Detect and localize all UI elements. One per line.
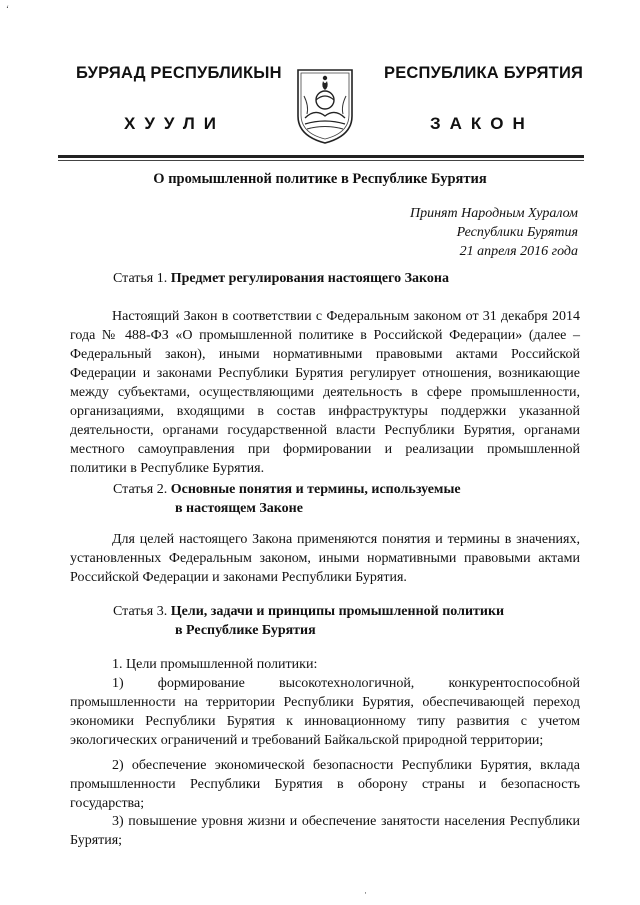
adoption-date: 21 апреля 2016 года [459,244,578,259]
article-title: Цели, задачи и принципы промышленной политики [170,604,505,619]
article-3-item: 1. Цели промышленной политики: [112,657,318,672]
header-left-top: БУРЯАД РЕСПУБЛИКЫН [76,64,282,82]
article-title-cont: в настоящем Законе [175,501,303,516]
scan-mark: · [364,888,367,898]
header-right-top: РЕСПУБЛИКА БУРЯТИЯ [384,64,584,82]
adoption-line-2: Республики Бурятия [456,225,578,240]
article-3-heading [113,602,504,640]
article-title: Основные понятия и термины, используемые [170,482,461,497]
document-title: О промышленной политике в Республике Бурятия [153,171,487,187]
article-3-item: 1) формирование высокотехнологичной, конкурентоспособной промышленности на территории Республики Бурятия, обеспечивающей переход экономики Республики Бурятия к инновационному типу развития с учетом экологических ограничений и требований Байкальской природной территории; [70,676,580,748]
article-3-item: 3) повышение уровня жизни и обеспечение занятости населения Республики Бурятия; [70,814,580,848]
header-right-bottom: ЗАКОН [430,114,534,133]
article-number: Статья 1. [113,271,171,286]
adoption-note [410,204,578,261]
header-divider-thin [58,160,584,161]
article-number: Статья 3. [113,604,171,619]
coat-of-arms-emblem [295,66,355,146]
article-3-item: 2) обеспечение экономической безопасности Республики Бурятия, вклада промышленности Республики Бурятия в оборону страны и безопасность государства; [70,758,580,811]
header-divider [58,155,584,158]
article-1-heading [113,269,449,288]
article-1-text: Настоящий Закон в соответствии с Федеральным законом от 31 декабря 2014 года № 488-ФЗ «О промышленной политике в Российской Федерации» (далее – Федеральный закон), иными нормативными правовыми актами Российской Федерации и законами Республики Бурятия регулирует отношения, возникающие между субъектами, осуществляющими деятельность в сфере промышленности, организациями, входящими в состав инфраструктуры поддержки указанной деятельности, органами государственной власти Республики Бурятия, органами местного самоуправления при формировании и реализации промышленной политики в Республике Бурятия. [70,309,580,476]
scan-mark: ‘ [6,4,9,14]
article-number: Статья 2. [113,482,171,497]
article-title: Предмет регулирования настоящего Закона [170,271,449,286]
header-left-bottom: ХУУЛИ [124,114,225,133]
article-2-heading [113,480,461,518]
adoption-line-1: Принят Народным Хуралом [409,206,578,221]
article-title-cont: в Республике Бурятия [175,623,316,638]
article-2-text: Для целей настоящего Закона применяются понятия и термины в значениях, установленных Федеральным законом, иными нормативными правовыми актами Российской Федерации и законами Республики Бурятия. [70,532,580,585]
